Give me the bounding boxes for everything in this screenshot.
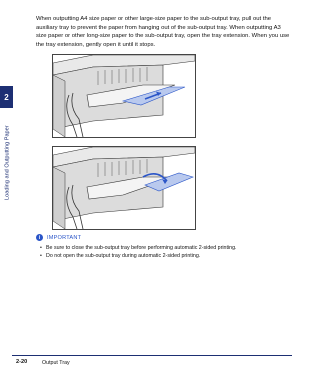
figure-tray-extension [52,146,196,230]
important-item: • Do not open the sub-output tray during automatic 2-sided printing. [46,252,292,260]
intro-paragraph: When outputting A4 size paper or other large-size paper to the sub-output tray, pull out the auxiliary tray to prevent the paper from hanging out of the sub-output tray. When outputting A3 size paper or other long-size paper to the sub-output tray, open the tray extension. When you use the tray extension, gently open it until it stops. [36,16,290,48]
chapter-title: Loading and Outputting Paper [4,125,11,201]
important-notice [36,234,292,260]
footer-section-title: Output Tray [42,359,70,366]
chapter-number: 2 [4,92,9,102]
important-header [36,234,292,241]
important-item: • Be sure to close the sub-output tray before performing automatic 2-sided printing. [46,244,292,252]
printer-illustration-auxiliary [53,55,195,137]
footer-divider [12,355,292,356]
important-list [36,244,292,260]
page-number: 2-20 [16,359,28,365]
important-info-icon: i [36,234,43,241]
printer-illustration-extension [53,147,195,229]
important-title: IMPORTANT [47,234,82,241]
chapter-tab [0,86,13,108]
figure-auxiliary-tray [52,54,196,138]
